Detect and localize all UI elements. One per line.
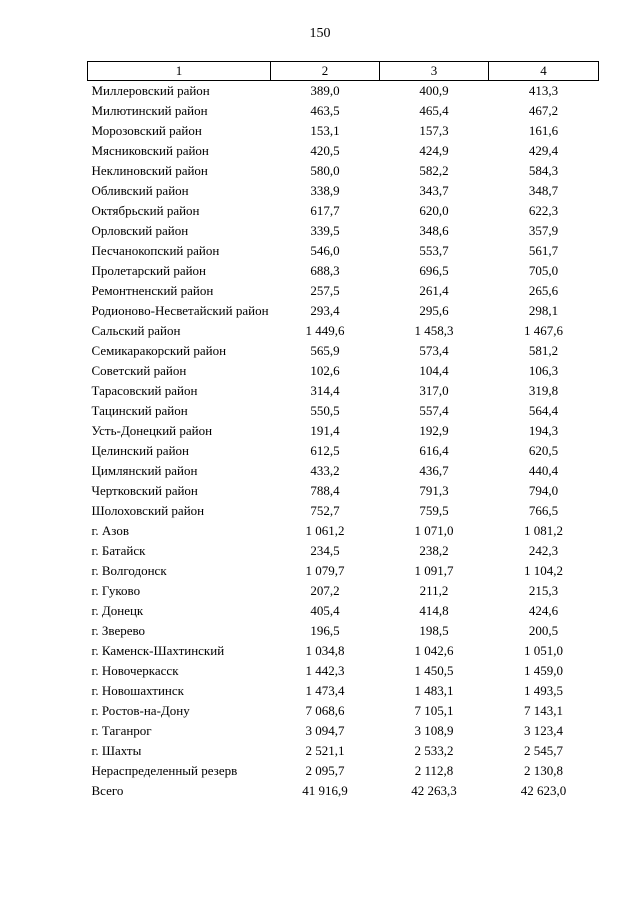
row-label: Нераспределенный резерв — [91, 763, 238, 778]
value-cell: 200,5 — [528, 623, 559, 638]
table-row — [88, 341, 599, 361]
column-header-3: 3 — [380, 62, 489, 81]
table-row — [88, 441, 599, 461]
value-cell: 414,8 — [419, 603, 449, 618]
value-cell: 338,9 — [310, 183, 340, 198]
row-label: Целинский район — [91, 443, 189, 458]
table-row — [88, 161, 599, 181]
value-cell: 7 143,1 — [524, 703, 563, 718]
row-label: Орловский район — [91, 223, 189, 238]
table-row — [88, 201, 599, 221]
table-row — [88, 121, 599, 141]
table-body — [88, 81, 599, 802]
table-row — [88, 601, 599, 621]
value-cell: 573,4 — [419, 343, 449, 358]
value-cell: 7 105,1 — [414, 703, 454, 718]
table-row — [88, 381, 599, 401]
column-header-1: 1 — [88, 62, 271, 81]
value-cell: 564,4 — [528, 403, 559, 418]
value-cell: 104,4 — [419, 363, 449, 378]
row-label: г. Новочеркасск — [91, 663, 179, 678]
value-cell: 1 449,6 — [305, 323, 345, 338]
row-label: г. Зверево — [91, 623, 146, 638]
row-label: Пролетарский район — [91, 263, 207, 278]
value-cell: 157,3 — [419, 123, 449, 138]
value-cell: 198,5 — [419, 623, 449, 638]
value-cell: 433,2 — [310, 463, 340, 478]
value-cell: 319,8 — [528, 383, 559, 398]
value-cell: 234,5 — [310, 543, 340, 558]
value-cell: 2 130,8 — [524, 763, 563, 778]
value-cell: 161,6 — [528, 123, 559, 138]
value-cell: 1 104,2 — [524, 563, 563, 578]
table-row — [88, 561, 599, 581]
value-cell: 1 483,1 — [414, 683, 454, 698]
value-cell: 612,5 — [310, 443, 340, 458]
value-cell: 293,4 — [310, 303, 340, 318]
value-cell: 3 094,7 — [305, 723, 345, 738]
table-row — [88, 621, 599, 641]
table-row — [88, 361, 599, 381]
value-cell: 106,3 — [528, 363, 559, 378]
table-row — [88, 421, 599, 441]
row-label: Мясниковский район — [91, 143, 209, 158]
value-cell: 553,7 — [419, 243, 449, 258]
value-cell: 2 533,2 — [414, 743, 454, 758]
value-cell: 1 493,5 — [524, 683, 563, 698]
value-cell: 620,0 — [419, 203, 449, 218]
value-cell: 265,6 — [528, 283, 559, 298]
row-label: Обливский район — [91, 183, 189, 198]
row-label: г. Таганрог — [91, 723, 152, 738]
value-cell: 2 095,7 — [305, 763, 345, 778]
table-row — [88, 541, 599, 561]
table-row — [88, 461, 599, 481]
table-row — [88, 721, 599, 741]
value-cell: 1 061,2 — [305, 523, 345, 538]
table-row — [88, 501, 599, 521]
value-cell: 584,3 — [528, 163, 559, 178]
row-label: Советский район — [91, 363, 187, 378]
value-cell: 102,6 — [310, 363, 340, 378]
value-cell: 788,4 — [310, 483, 340, 498]
table-row — [88, 641, 599, 661]
value-cell: 3 123,4 — [524, 723, 563, 738]
header-row — [88, 62, 599, 81]
value-cell: 1 071,0 — [414, 523, 454, 538]
value-cell: 3 108,9 — [414, 723, 454, 738]
value-cell: 616,4 — [419, 443, 449, 458]
value-cell: 348,6 — [419, 223, 449, 238]
row-label: Цимлянский район — [91, 463, 198, 478]
value-cell: 41 916,9 — [302, 783, 348, 798]
value-cell: 42 263,3 — [411, 783, 457, 798]
table-row — [88, 241, 599, 261]
row-label: г. Новошахтинск — [91, 683, 184, 698]
value-cell: 561,7 — [528, 243, 559, 258]
value-cell: 413,3 — [528, 83, 559, 98]
value-cell: 696,5 — [419, 263, 449, 278]
value-cell: 389,0 — [310, 83, 340, 98]
table-row — [88, 221, 599, 241]
value-cell: 557,4 — [419, 403, 449, 418]
row-label: г. Батайск — [91, 543, 146, 558]
row-label: г. Азов — [91, 523, 129, 538]
table-row — [88, 521, 599, 541]
table-row — [88, 261, 599, 281]
table-row — [88, 141, 599, 161]
value-cell: 238,2 — [419, 543, 449, 558]
table-row — [88, 761, 599, 781]
value-cell: 261,4 — [419, 283, 449, 298]
value-cell: 295,6 — [419, 303, 449, 318]
value-cell: 617,7 — [310, 203, 340, 218]
value-cell: 622,3 — [528, 203, 559, 218]
row-label: Сальский район — [91, 323, 181, 338]
value-cell: 791,3 — [419, 483, 449, 498]
value-cell: 1 034,8 — [305, 643, 345, 658]
value-cell: 1 473,4 — [305, 683, 345, 698]
row-label: Тацинский район — [91, 403, 188, 418]
table-row — [88, 301, 599, 321]
row-label: Милютинский район — [91, 103, 208, 118]
value-cell: 298,1 — [528, 303, 559, 318]
value-cell: 429,4 — [528, 143, 559, 158]
value-cell: 582,2 — [419, 163, 449, 178]
value-cell: 550,5 — [310, 403, 340, 418]
table-row — [88, 401, 599, 421]
row-label: г. Волгодонск — [91, 563, 167, 578]
value-cell: 620,5 — [528, 443, 559, 458]
value-cell: 405,4 — [310, 603, 340, 618]
row-label: Неклиновский район — [91, 163, 208, 178]
value-cell: 1 042,6 — [414, 643, 454, 658]
row-label: г. Каменск-Шахтинский — [91, 643, 225, 658]
table-row — [88, 481, 599, 501]
value-cell: 42 623,0 — [520, 783, 567, 798]
value-cell: 465,4 — [419, 103, 449, 118]
table-row — [88, 701, 599, 721]
value-cell: 207,2 — [310, 583, 340, 598]
page-number: 150 — [309, 26, 331, 41]
table-row — [88, 741, 599, 761]
table-row — [88, 661, 599, 681]
value-cell: 766,5 — [528, 503, 559, 518]
value-cell: 7 068,6 — [305, 703, 345, 718]
value-cell: 1 079,7 — [305, 563, 345, 578]
value-cell: 1 051,0 — [524, 643, 563, 658]
value-cell: 463,5 — [310, 103, 340, 118]
table-row — [88, 581, 599, 601]
row-label: Семикаракорский район — [91, 343, 227, 358]
value-cell: 1 467,6 — [524, 323, 563, 338]
row-label: Усть-Донецкий район — [91, 423, 213, 438]
value-cell: 348,7 — [528, 183, 559, 198]
table-row — [88, 81, 599, 102]
table-row — [88, 781, 599, 801]
value-cell: 314,4 — [310, 383, 340, 398]
value-cell: 257,5 — [310, 283, 340, 298]
value-cell: 424,6 — [528, 603, 559, 618]
value-cell: 194,3 — [528, 423, 559, 438]
row-label: Всего — [91, 783, 124, 798]
value-cell: 1 442,3 — [305, 663, 345, 678]
value-cell: 215,3 — [528, 583, 559, 598]
value-cell: 440,4 — [528, 463, 559, 478]
row-label: г. Шахты — [91, 743, 142, 758]
row-label: Октябрьский район — [91, 203, 200, 218]
table-row — [88, 681, 599, 701]
value-cell: 1 459,0 — [524, 663, 563, 678]
value-cell: 1 458,3 — [414, 323, 454, 338]
value-cell: 581,2 — [528, 343, 559, 358]
row-label: Чертковский район — [91, 483, 198, 498]
value-cell: 420,5 — [310, 143, 340, 158]
column-header-4: 4 — [489, 62, 599, 81]
value-cell: 688,3 — [310, 263, 340, 278]
value-cell: 343,7 — [419, 183, 449, 198]
value-cell: 2 521,1 — [305, 743, 345, 758]
column-header-2: 2 — [271, 62, 380, 81]
value-cell: 705,0 — [528, 263, 559, 278]
value-cell: 1 450,5 — [414, 663, 454, 678]
row-label: Песчанокопский район — [91, 243, 220, 258]
row-label: Ремонтненский район — [91, 283, 214, 298]
value-cell: 191,4 — [310, 423, 340, 438]
table-row — [88, 101, 599, 121]
value-cell: 317,0 — [419, 383, 449, 398]
value-cell: 467,2 — [528, 103, 559, 118]
table-row — [88, 181, 599, 201]
value-cell: 1 091,7 — [414, 563, 454, 578]
value-cell: 794,0 — [528, 483, 559, 498]
value-cell: 400,9 — [419, 83, 449, 98]
value-cell: 546,0 — [310, 243, 340, 258]
row-label: г. Донецк — [91, 603, 144, 618]
value-cell: 242,3 — [528, 543, 559, 558]
row-label: г. Ростов-на-Дону — [91, 703, 190, 718]
row-label: Миллеровский район — [91, 83, 210, 98]
table-row — [88, 321, 599, 341]
value-cell: 580,0 — [310, 163, 340, 178]
row-label: Морозовский район — [91, 123, 202, 138]
value-cell: 211,2 — [419, 583, 449, 598]
data-table — [87, 61, 599, 801]
value-cell: 424,9 — [419, 143, 449, 158]
value-cell: 436,7 — [419, 463, 449, 478]
value-cell: 1 081,2 — [524, 523, 563, 538]
value-cell: 752,7 — [310, 503, 340, 518]
table-header — [88, 62, 599, 81]
value-cell: 357,9 — [528, 223, 559, 238]
value-cell: 196,5 — [310, 623, 340, 638]
table-row — [88, 281, 599, 301]
value-cell: 339,5 — [310, 223, 340, 238]
value-cell: 2 112,8 — [414, 763, 454, 778]
value-cell: 192,9 — [419, 423, 449, 438]
row-label: Родионово-Несветайский район — [91, 303, 269, 318]
value-cell: 759,5 — [419, 503, 449, 518]
row-label: Шолоховский район — [91, 503, 205, 518]
value-cell: 153,1 — [310, 123, 340, 138]
row-label: г. Гуково — [91, 583, 141, 598]
row-label: Тарасовский район — [91, 383, 198, 398]
value-cell: 2 545,7 — [524, 743, 563, 758]
value-cell: 565,9 — [310, 343, 340, 358]
